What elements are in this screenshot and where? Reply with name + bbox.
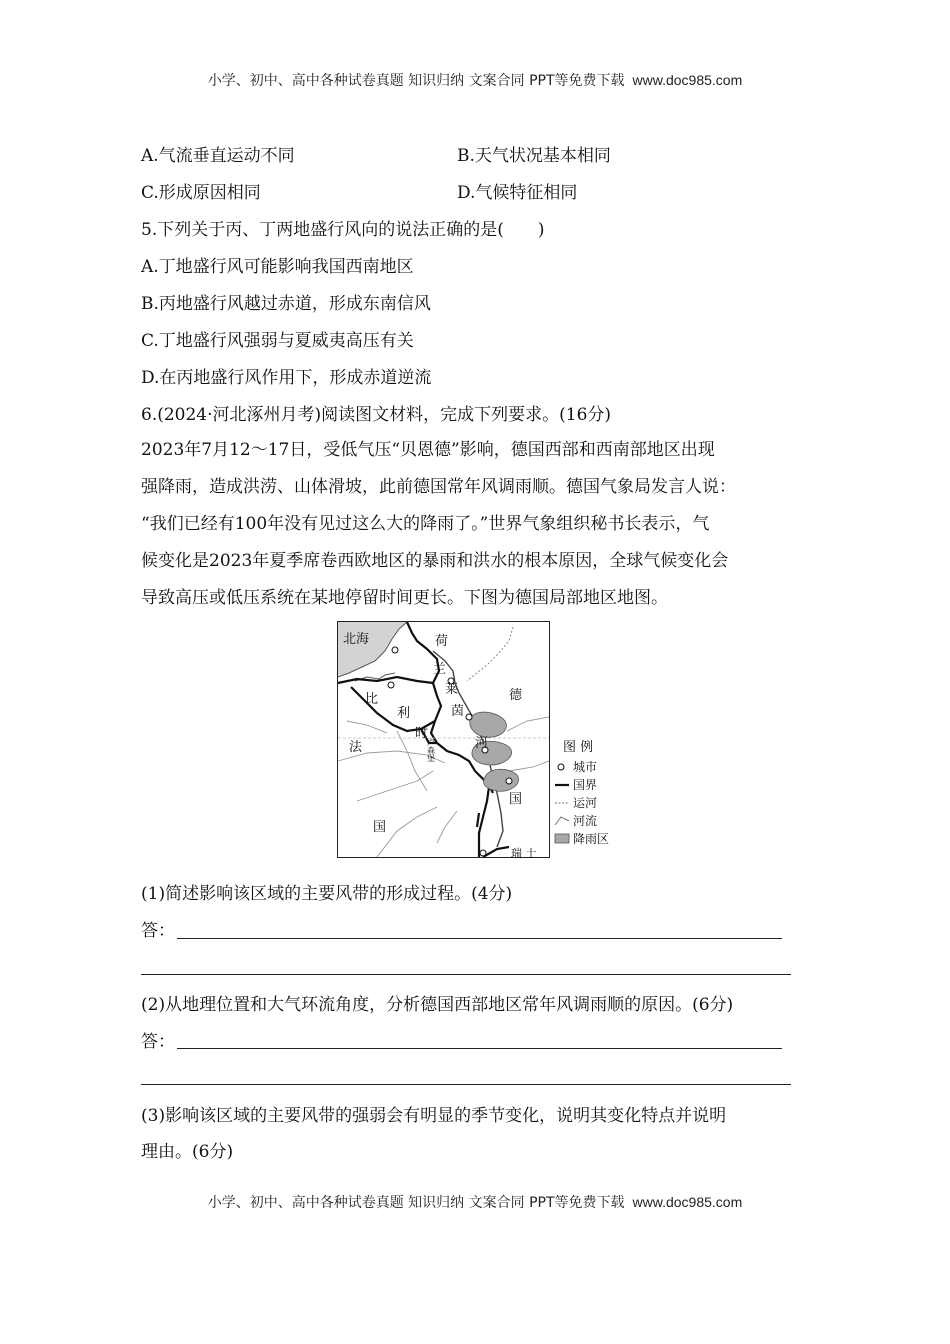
q4-option-b: B.天气状况基本相同 <box>457 146 611 166</box>
q5-stem: 5.下列关于丙、丁两地盛行风向的说法正确的是( ) <box>141 220 545 240</box>
q6-sub2: (2)从地理位置和大气环流角度，分析德国西部地区常年风调雨顺的原因。(6分) <box>141 995 734 1015</box>
material-line: 2023年7月12～17日，受低气压“贝恩德”影响，德国西部和西南部地区出现 <box>141 440 715 460</box>
label-de: 德 <box>509 688 523 703</box>
label-guo-de: 国 <box>509 792 523 807</box>
material-line: 候变化是2023年夏季席卷西欧地区的暴雨和洪水的根本原因，全球气候变化会 <box>141 551 729 571</box>
label-he: 荷 <box>435 634 449 649</box>
legend-river-symbol <box>555 817 569 825</box>
label-north-sea: 北海 <box>343 632 370 647</box>
legend-city-symbol <box>558 764 564 770</box>
q6-sub1: (1)简述影响该区域的主要风带的形成过程。(4分) <box>141 884 513 904</box>
page-footer <box>0 1192 950 1212</box>
q6-sub2-answer-prefix: 答： <box>141 1032 175 1052</box>
label-bi: 比 <box>365 692 379 707</box>
q4-option-c: C.形成原因相同 <box>141 183 261 203</box>
map-legend <box>555 740 609 846</box>
q5-option-b: B.丙地盛行风越过赤道，形成东南信风 <box>141 294 431 314</box>
material-line: 导致高压或低压系统在某地停留时间更长。下图为德国局部地区地图。 <box>141 588 668 608</box>
legend-city: 城市 <box>573 760 598 774</box>
rain-area <box>484 769 519 791</box>
label-sen: 森 <box>427 746 435 755</box>
legend-river: 河流 <box>573 814 598 828</box>
answer-line[interactable] <box>141 974 791 975</box>
legend-rain: 降雨区 <box>573 832 610 846</box>
footer-site: www.doc985.com <box>632 1194 743 1210</box>
label-lu: 卢 <box>427 738 435 747</box>
label-fa: 法 <box>349 740 363 755</box>
label-swiss: 瑞 士 <box>511 847 537 860</box>
answer-line[interactable] <box>177 1048 782 1049</box>
q5-option-a: A.丁地盛行风可能影响我国西南地区 <box>141 257 414 277</box>
q4-option-a: A.气流垂直运动不同 <box>141 146 295 166</box>
answer-line[interactable] <box>141 1084 791 1085</box>
label-lai: 莱 <box>445 682 459 697</box>
q4-option-d: D.气候特征相同 <box>457 183 578 203</box>
label-li: 利 <box>397 706 411 721</box>
germany-map <box>337 621 617 861</box>
label-shi: 时 <box>415 726 429 741</box>
q6-material <box>141 432 813 617</box>
q5-option-c: C.丁地盛行风强弱与夏威夷高压有关 <box>141 331 414 351</box>
label-guo-fr: 国 <box>373 820 387 835</box>
label-lan: 兰 <box>433 662 447 677</box>
legend-title: 图 例 <box>563 740 594 755</box>
legend-canal: 运河 <box>573 796 598 810</box>
page-header <box>0 70 950 90</box>
answer-line[interactable] <box>177 938 782 939</box>
legend-rain-symbol <box>555 834 569 843</box>
label-yin: 茵 <box>451 704 465 719</box>
legend-border: 国界 <box>573 778 598 792</box>
q6-sub1-answer-prefix: 答： <box>141 921 175 941</box>
label-he-river: 河 <box>475 736 489 751</box>
header-text: 小学、初中、高中各种试卷真题 知识归纳 文案合同 PPT等免费下载 <box>207 73 625 89</box>
q6-sub3-line2: 理由。(6分) <box>141 1142 234 1162</box>
material-line: 强降雨，造成洪涝、山体滑坡，此前德国常年风调雨顺。德国气象局发言人说： <box>141 477 736 497</box>
q6-stem: 6.(2024·河北涿州月考)阅读图文材料，完成下列要求。(16分) <box>141 405 612 425</box>
material-line: “我们已经有100年没有见过这么大的降雨了。”世界气象组织秘书长表示，气 <box>141 514 710 534</box>
footer-text: 小学、初中、高中各种试卷真题 知识归纳 文案合同 PPT等免费下载 <box>207 1195 625 1211</box>
q5-option-d: D.在丙地盛行风作用下，形成赤道逆流 <box>141 368 432 388</box>
header-site: www.doc985.com <box>632 72 743 88</box>
label-bao: 堡 <box>427 754 435 763</box>
q6-sub3-line1: (3)影响该区域的主要风带的强弱会有明显的季节变化，说明其变化特点并说明 <box>141 1106 727 1126</box>
